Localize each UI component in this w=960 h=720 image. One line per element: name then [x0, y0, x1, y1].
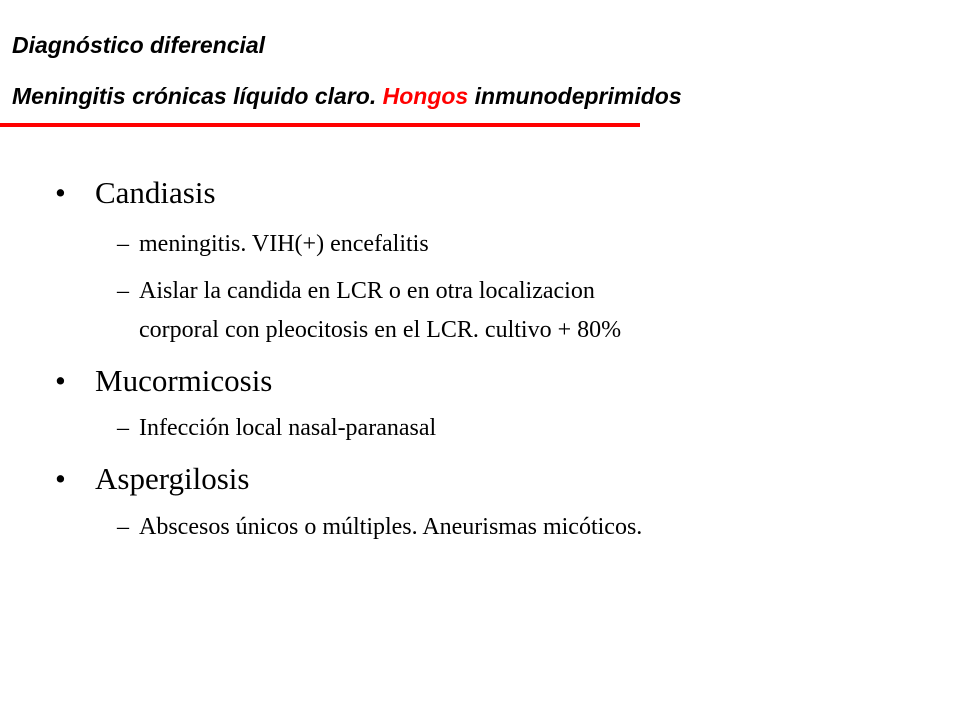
- subtitle-highlight: Hongos: [382, 83, 469, 109]
- sub-item: [117, 232, 429, 256]
- dash-icon: –: [117, 231, 129, 257]
- bullet-label: Mucormicosis: [95, 363, 273, 398]
- dash-icon: –: [117, 278, 129, 304]
- sub-item: [117, 279, 595, 303]
- sub-item-text: Infección local nasal-paranasal: [139, 415, 437, 441]
- slide-title: Diagnóstico diferencial: [12, 32, 266, 58]
- bullet-item: [55, 463, 249, 494]
- bullet-icon: •: [55, 175, 66, 210]
- bullet-item: [55, 177, 216, 208]
- bullet-icon: •: [55, 461, 66, 496]
- dash-icon: –: [117, 514, 129, 540]
- title-divider: [0, 123, 640, 127]
- subtitle-text-end: inmunodeprimidos: [468, 83, 682, 109]
- bullet-label: Aspergilosis: [95, 461, 250, 496]
- slide-subtitle: [12, 85, 682, 108]
- subtitle-text: Meningitis crónicas líquido claro.: [12, 83, 383, 109]
- sub-item-text: Aislar la candida en LCR o en otra localizacion: [139, 278, 595, 304]
- sub-item-text: meningitis. VIH(+) encefalitis: [139, 231, 429, 257]
- dash-icon: –: [117, 415, 129, 441]
- sub-item-text: Abscesos únicos o múltiples. Aneurismas micóticos.: [139, 514, 643, 540]
- sub-item-continuation: corporal con pleocitosis en el LCR. cultivo + 80%: [139, 317, 622, 343]
- sub-item: [117, 416, 436, 440]
- bullet-label: Candiasis: [95, 175, 216, 210]
- bullet-item: [55, 365, 272, 396]
- sub-item: [117, 515, 642, 539]
- bullet-icon: •: [55, 363, 66, 398]
